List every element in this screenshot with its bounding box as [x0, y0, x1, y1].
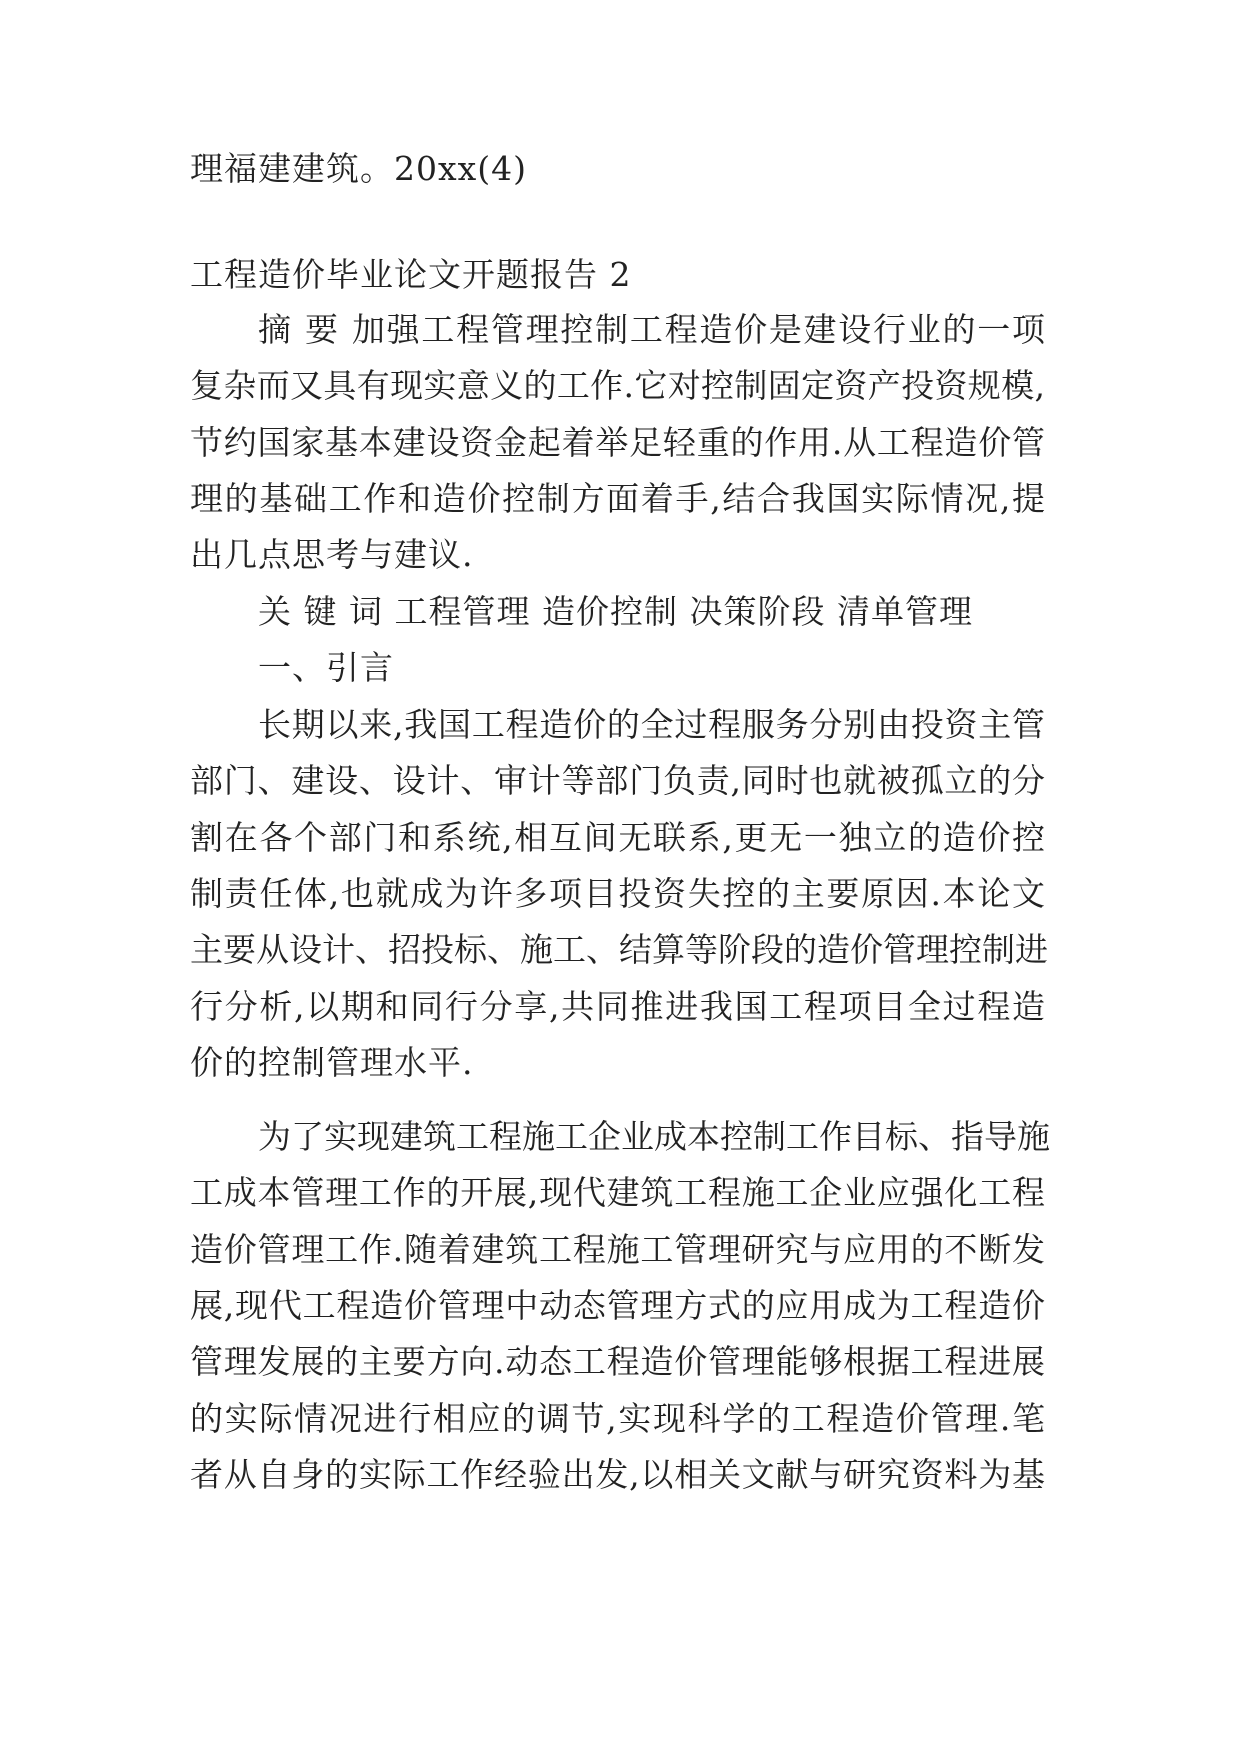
- top-text-line: 理福建建筑。20xx(4): [190, 149, 527, 188]
- abstract-line: 节约国家基本建设资金起着举足轻重的作用.从工程造价管: [190, 423, 1045, 462]
- abstract-line: 摘 要 加强工程管理控制工程造价是建设行业的一项: [258, 310, 1045, 349]
- abstract-line: 理的基础工作和造价控制方面着手,结合我国实际情况,提: [190, 479, 1045, 518]
- paragraph-line: 价的控制管理水平.: [190, 1043, 474, 1082]
- paragraph-line: 工成本管理工作的开展,现代建筑工程施工企业应强化工程: [190, 1173, 1045, 1212]
- abstract-line: 复杂而又具有现实意义的工作.它对控制固定资产投资规模,: [190, 366, 1045, 405]
- keywords-line: 关 键 词 工程管理 造价控制 决策阶段 清单管理: [258, 592, 973, 631]
- paragraph-line: 管理发展的主要方向.动态工程造价管理能够根据工程进展: [190, 1342, 1045, 1381]
- section-heading: 一、引言: [258, 648, 394, 687]
- paragraph-line: 制责任体,也就成为许多项目投资失控的主要原因.本论文: [190, 874, 1045, 913]
- paragraph-line: 主要从设计、招投标、施工、结算等阶段的造价管理控制进: [190, 930, 1048, 969]
- paragraph-line: 展,现代工程造价管理中动态管理方式的应用成为工程造价: [190, 1286, 1045, 1325]
- paragraph-line: 行分析,以期和同行分享,共同推进我国工程项目全过程造: [190, 987, 1045, 1026]
- paragraph-line: 为了实现建筑工程施工企业成本控制工作目标、指导施: [258, 1117, 1050, 1156]
- paragraph-line: 长期以来,我国工程造价的全过程服务分别由投资主管: [258, 705, 1045, 744]
- paragraph-line: 部门、建设、设计、审计等部门负责,同时也就被孤立的分: [190, 761, 1045, 800]
- paragraph-line: 割在各个部门和系统,相互间无联系,更无一独立的造价控: [190, 818, 1045, 857]
- paragraph-line: 造价管理工作.随着建筑工程施工管理研究与应用的不断发: [190, 1230, 1045, 1269]
- document-title: 工程造价毕业论文开题报告 2: [190, 255, 632, 294]
- paragraph-line: 的实际情况进行相应的调节,实现科学的工程造价管理.笔: [190, 1399, 1045, 1438]
- paragraph-line: 者从自身的实际工作经验出发,以相关文献与研究资料为基: [190, 1455, 1045, 1494]
- abstract-line: 出几点思考与建议.: [190, 535, 474, 574]
